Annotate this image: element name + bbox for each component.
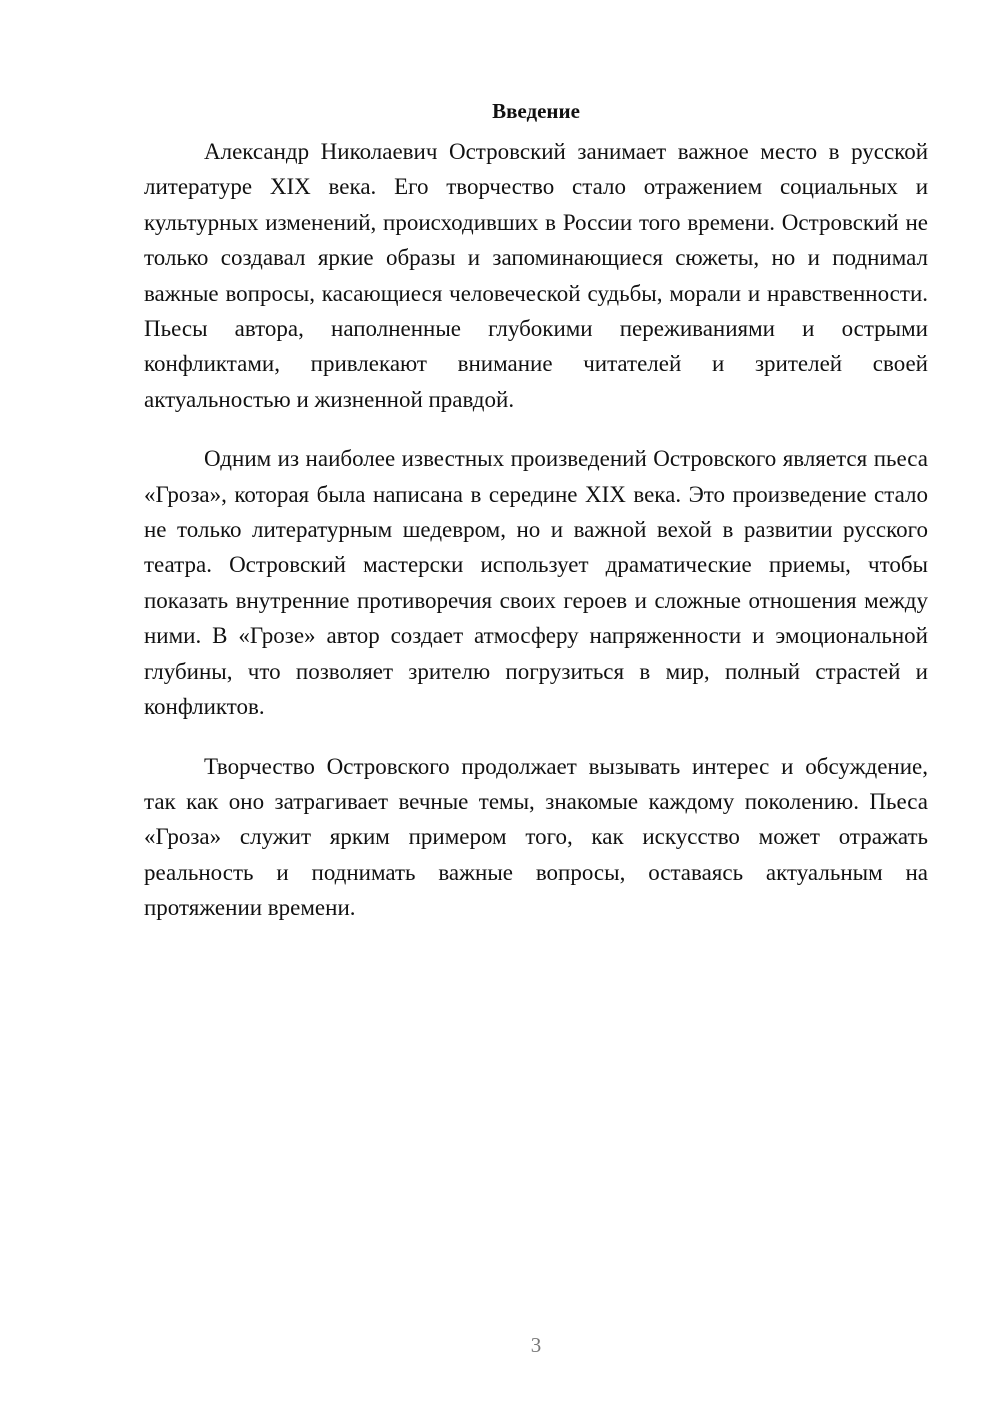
paragraph-2: Одним из наиболее известных произведений Островского является пьеса «Гроза», которая была написана в середине XIX века. Это произведение стало не только литературным шедевром, но и важной вехой в развитии русского театра. Островский мастерски использует драматические приемы, чтобы показать внутренние противоречия своих героев и сложные отношения между ними. В «Грозе» автор создает атмосферу напряженности и эмоциональной глубины, что позволяет зрителю погрузиться в мир, полный страстей и конфликтов. [144,446,928,720]
paragraph-1: Александр Николаевич Островский занимает важное место в русской литературе XIX века. Его творчество стало отражением социальных и культурных изменений, происходивших в России того времени. Островский не только создавал яркие образы и запоминающиеся сюжеты, но и поднимал важные вопросы, касающиеся человеческой судьбы, морали и нравственности. Пьесы автора, наполненные глубокими переживаниями и острыми конфликтами, привлекают внимание читателей и зрителей своей актуальностью и жизненной правдой. [144,139,928,412]
section-title: Введение [492,99,580,123]
page-number: 3 [530,1333,542,1357]
page-content [144,96,928,950]
paragraph-3: Творчество Островского продолжает вызывать интерес и обсуждение, так как оно затрагивает вечные темы, знакомые каждому поколению. Пьеса «Гроза» служит ярким примером того, как искусство может отражать реальность и поднимать важные вопросы, оставаясь актуальным на протяжении времени. [144,753,928,921]
